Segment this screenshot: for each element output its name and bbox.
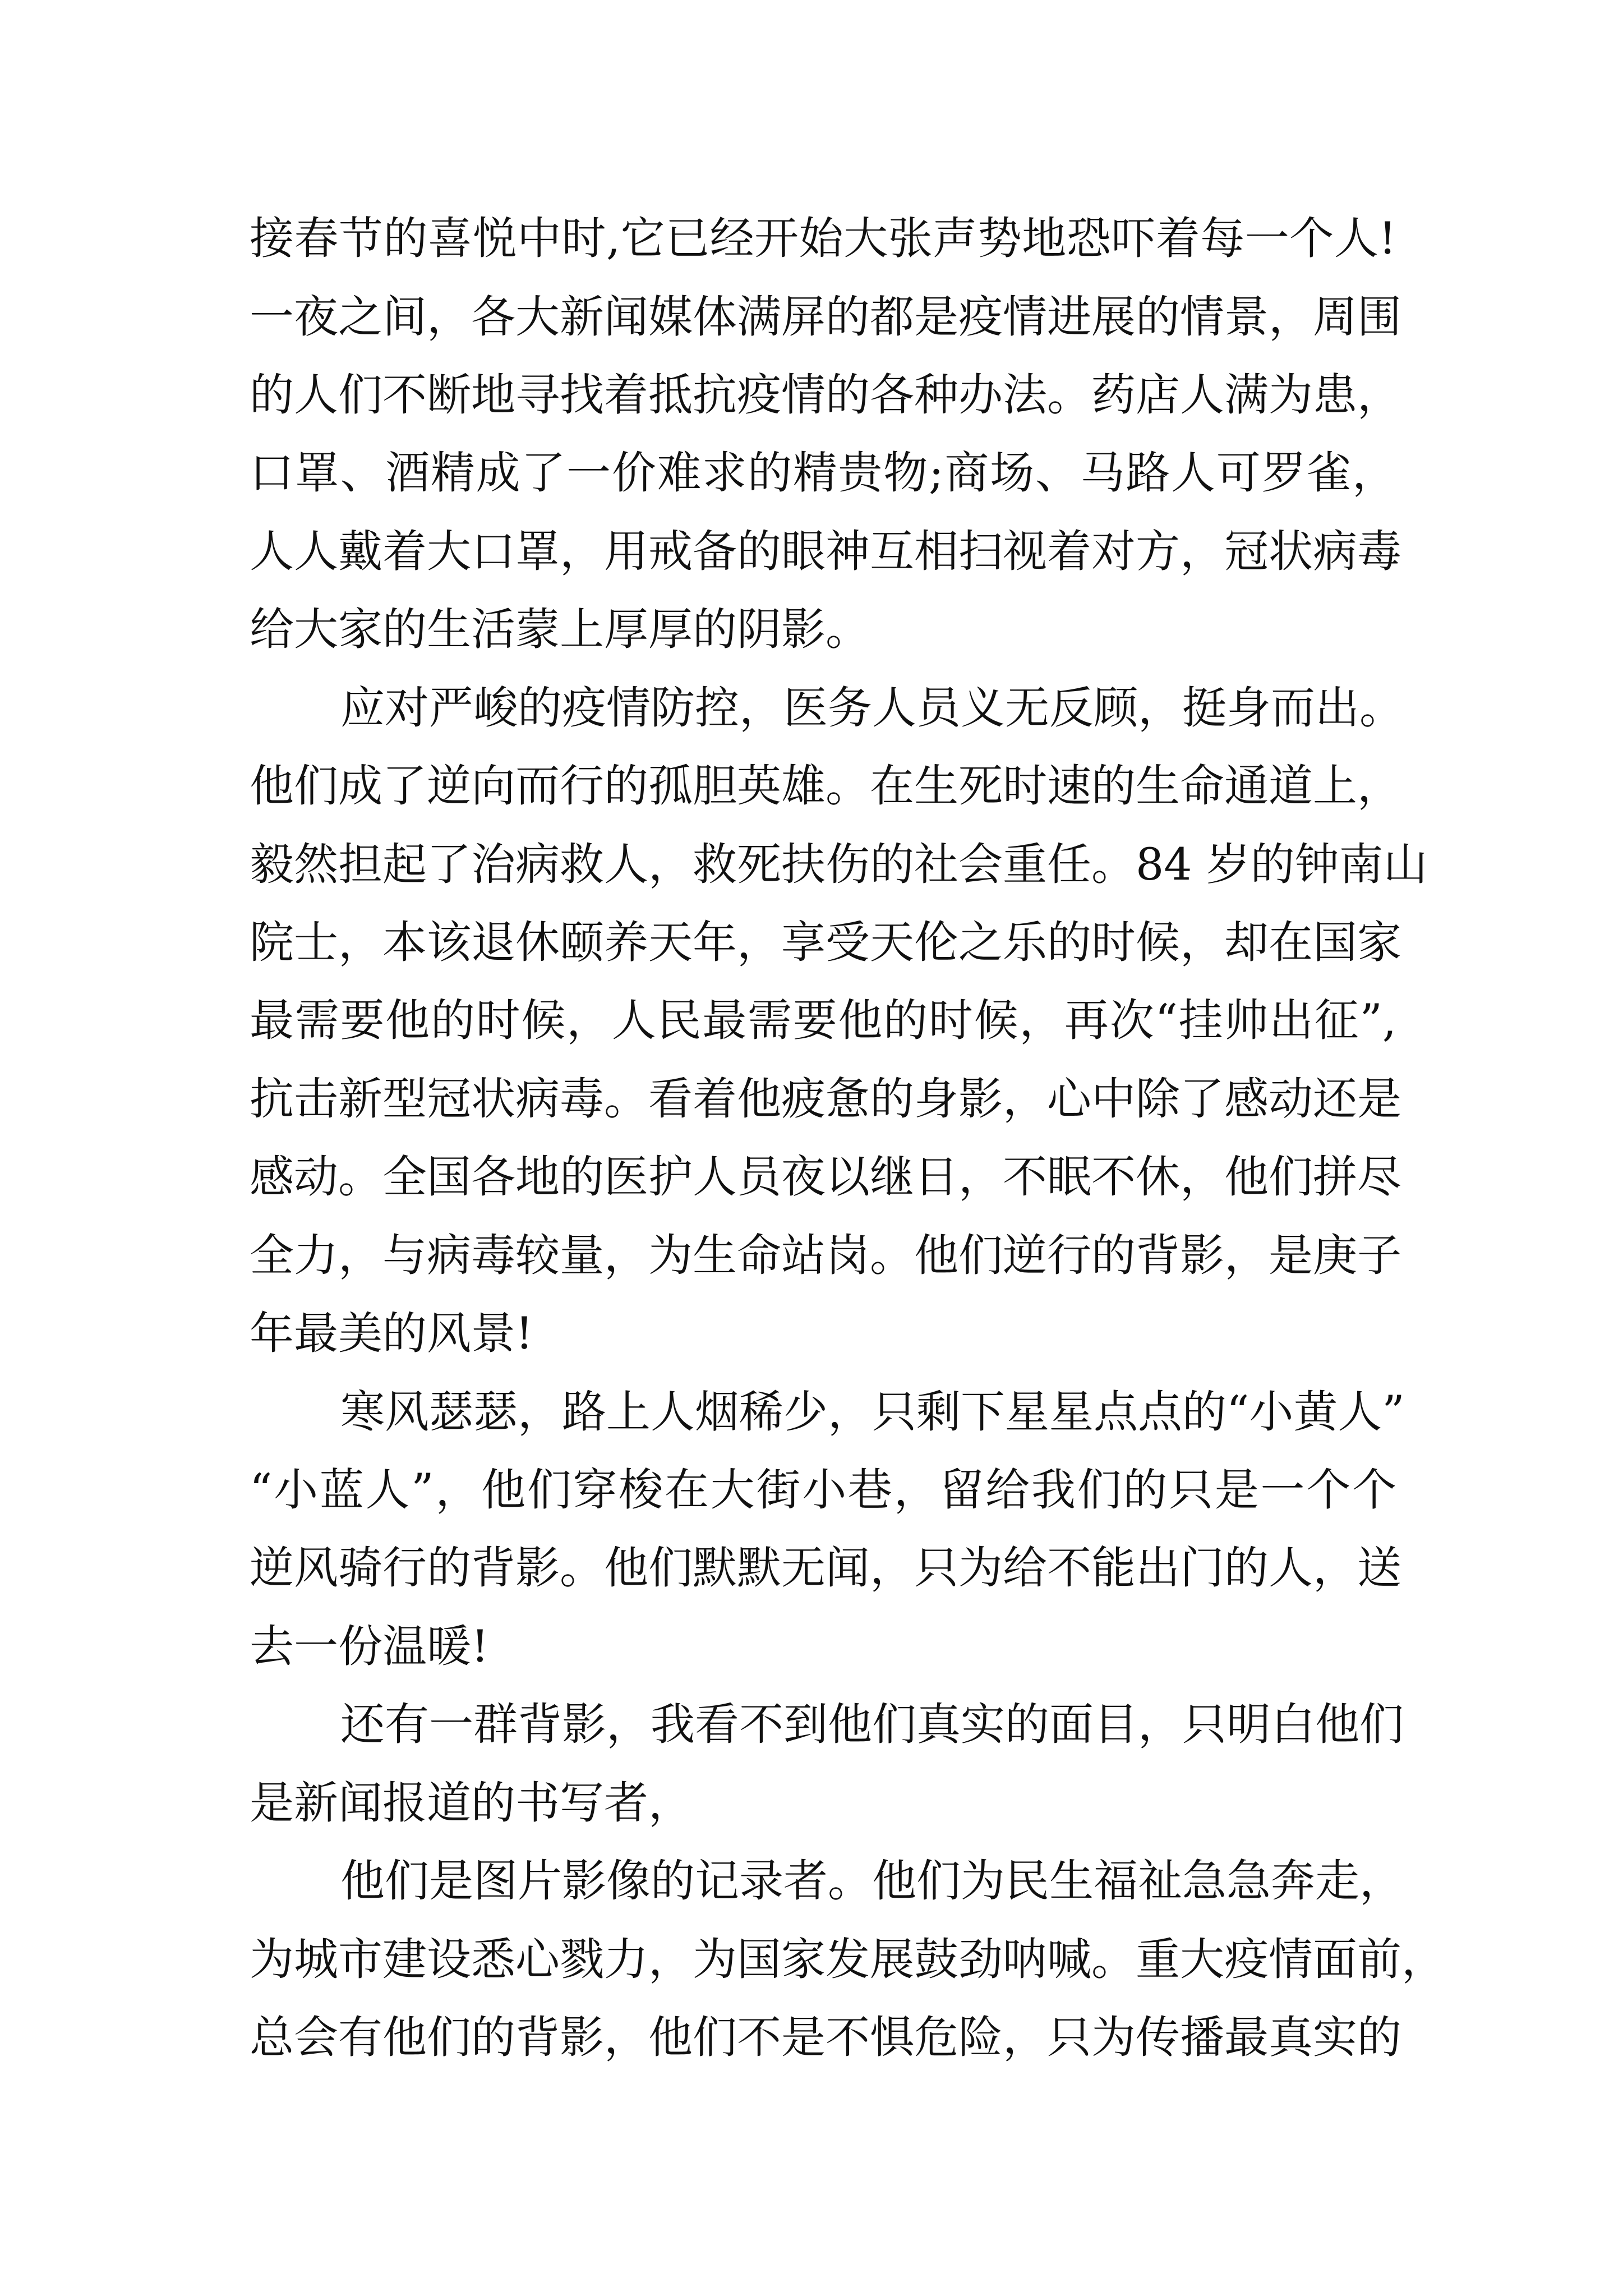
text-line: 抗击新型冠状病毒。看着他疲惫的身影，心中除了感动还是 bbox=[250, 1073, 1401, 1125]
text-line: 年最美的风景! bbox=[250, 1308, 533, 1359]
text-line: 给大家的生活蒙上厚厚的阴影。 bbox=[250, 604, 870, 655]
paragraph-first-line: 他们是图片影像的记录者。他们为民生福祉急急奔走， bbox=[340, 1855, 1404, 1907]
text-line: 接春节的喜悦中时,它已经开始大张声势地恐吓着每一个人! bbox=[250, 213, 1396, 264]
paragraph-first-line: 应对严峻的疫情防控，医务人员义无反顾，挺身而出。 bbox=[340, 682, 1404, 734]
text-line: 逆风骑行的背影。他们默默无闻，只为给不能出门的人，送 bbox=[250, 1542, 1401, 1594]
text-line: 是新闻报道的书写者， bbox=[250, 1777, 693, 1829]
text-line: 的人们不断地寻找着抵抗疫情的各种办法。药店人满为患， bbox=[250, 369, 1401, 421]
text-line: 一夜之间，各大新闻媒体满屏的都是疫情进展的情景，周围 bbox=[250, 291, 1401, 343]
text-line: 人人戴着大口罩，用戒备的眼神互相扫视着对方，冠状病毒 bbox=[250, 526, 1401, 577]
text-line: “小蓝人”，他们穿梭在大街小巷，留给我们的只是一个个 bbox=[250, 1464, 1396, 1516]
text-line: 毅然担起了治病救人，救死扶伤的社会重任。84 岁的钟南山 bbox=[250, 839, 1428, 890]
text-line: 他们成了逆向而行的孤胆英雄。在生死时速的生命通道上， bbox=[250, 760, 1401, 812]
text-line: 院士，本该退休颐养天年，享受天伦之乐的时候，却在国家 bbox=[250, 917, 1401, 968]
text-line: 感动。全国各地的医护人员夜以继日，不眠不休，他们拼尽 bbox=[250, 1151, 1401, 1203]
text-line: 最需要他的时候，人民最需要他的时候，再次“挂帅出征”, bbox=[250, 995, 1396, 1046]
text-line: 去一份温暖! bbox=[250, 1621, 489, 1672]
text-line: 口罩、酒精成了一价难求的精贵物;商场、马路人可罗雀， bbox=[250, 447, 1396, 499]
text-line: 总会有他们的背影，他们不是不惧危险，只为传播最真实的 bbox=[250, 2012, 1401, 2063]
paragraph-first-line: 还有一群背影，我看不到他们真实的面目，只明白他们 bbox=[340, 1699, 1404, 1750]
paragraph-first-line: 寒风瑟瑟，路上人烟稀少，只剩下星星点点的“小黄人” bbox=[340, 1386, 1405, 1438]
text-line: 全力，与病毒较量，为生命站岗。他们逆行的背影，是庚子 bbox=[250, 1230, 1401, 1281]
text-line: 为城市建设悉心戮力，为国家发展鼓劲呐喊。重大疫情面前， bbox=[250, 1934, 1446, 1985]
